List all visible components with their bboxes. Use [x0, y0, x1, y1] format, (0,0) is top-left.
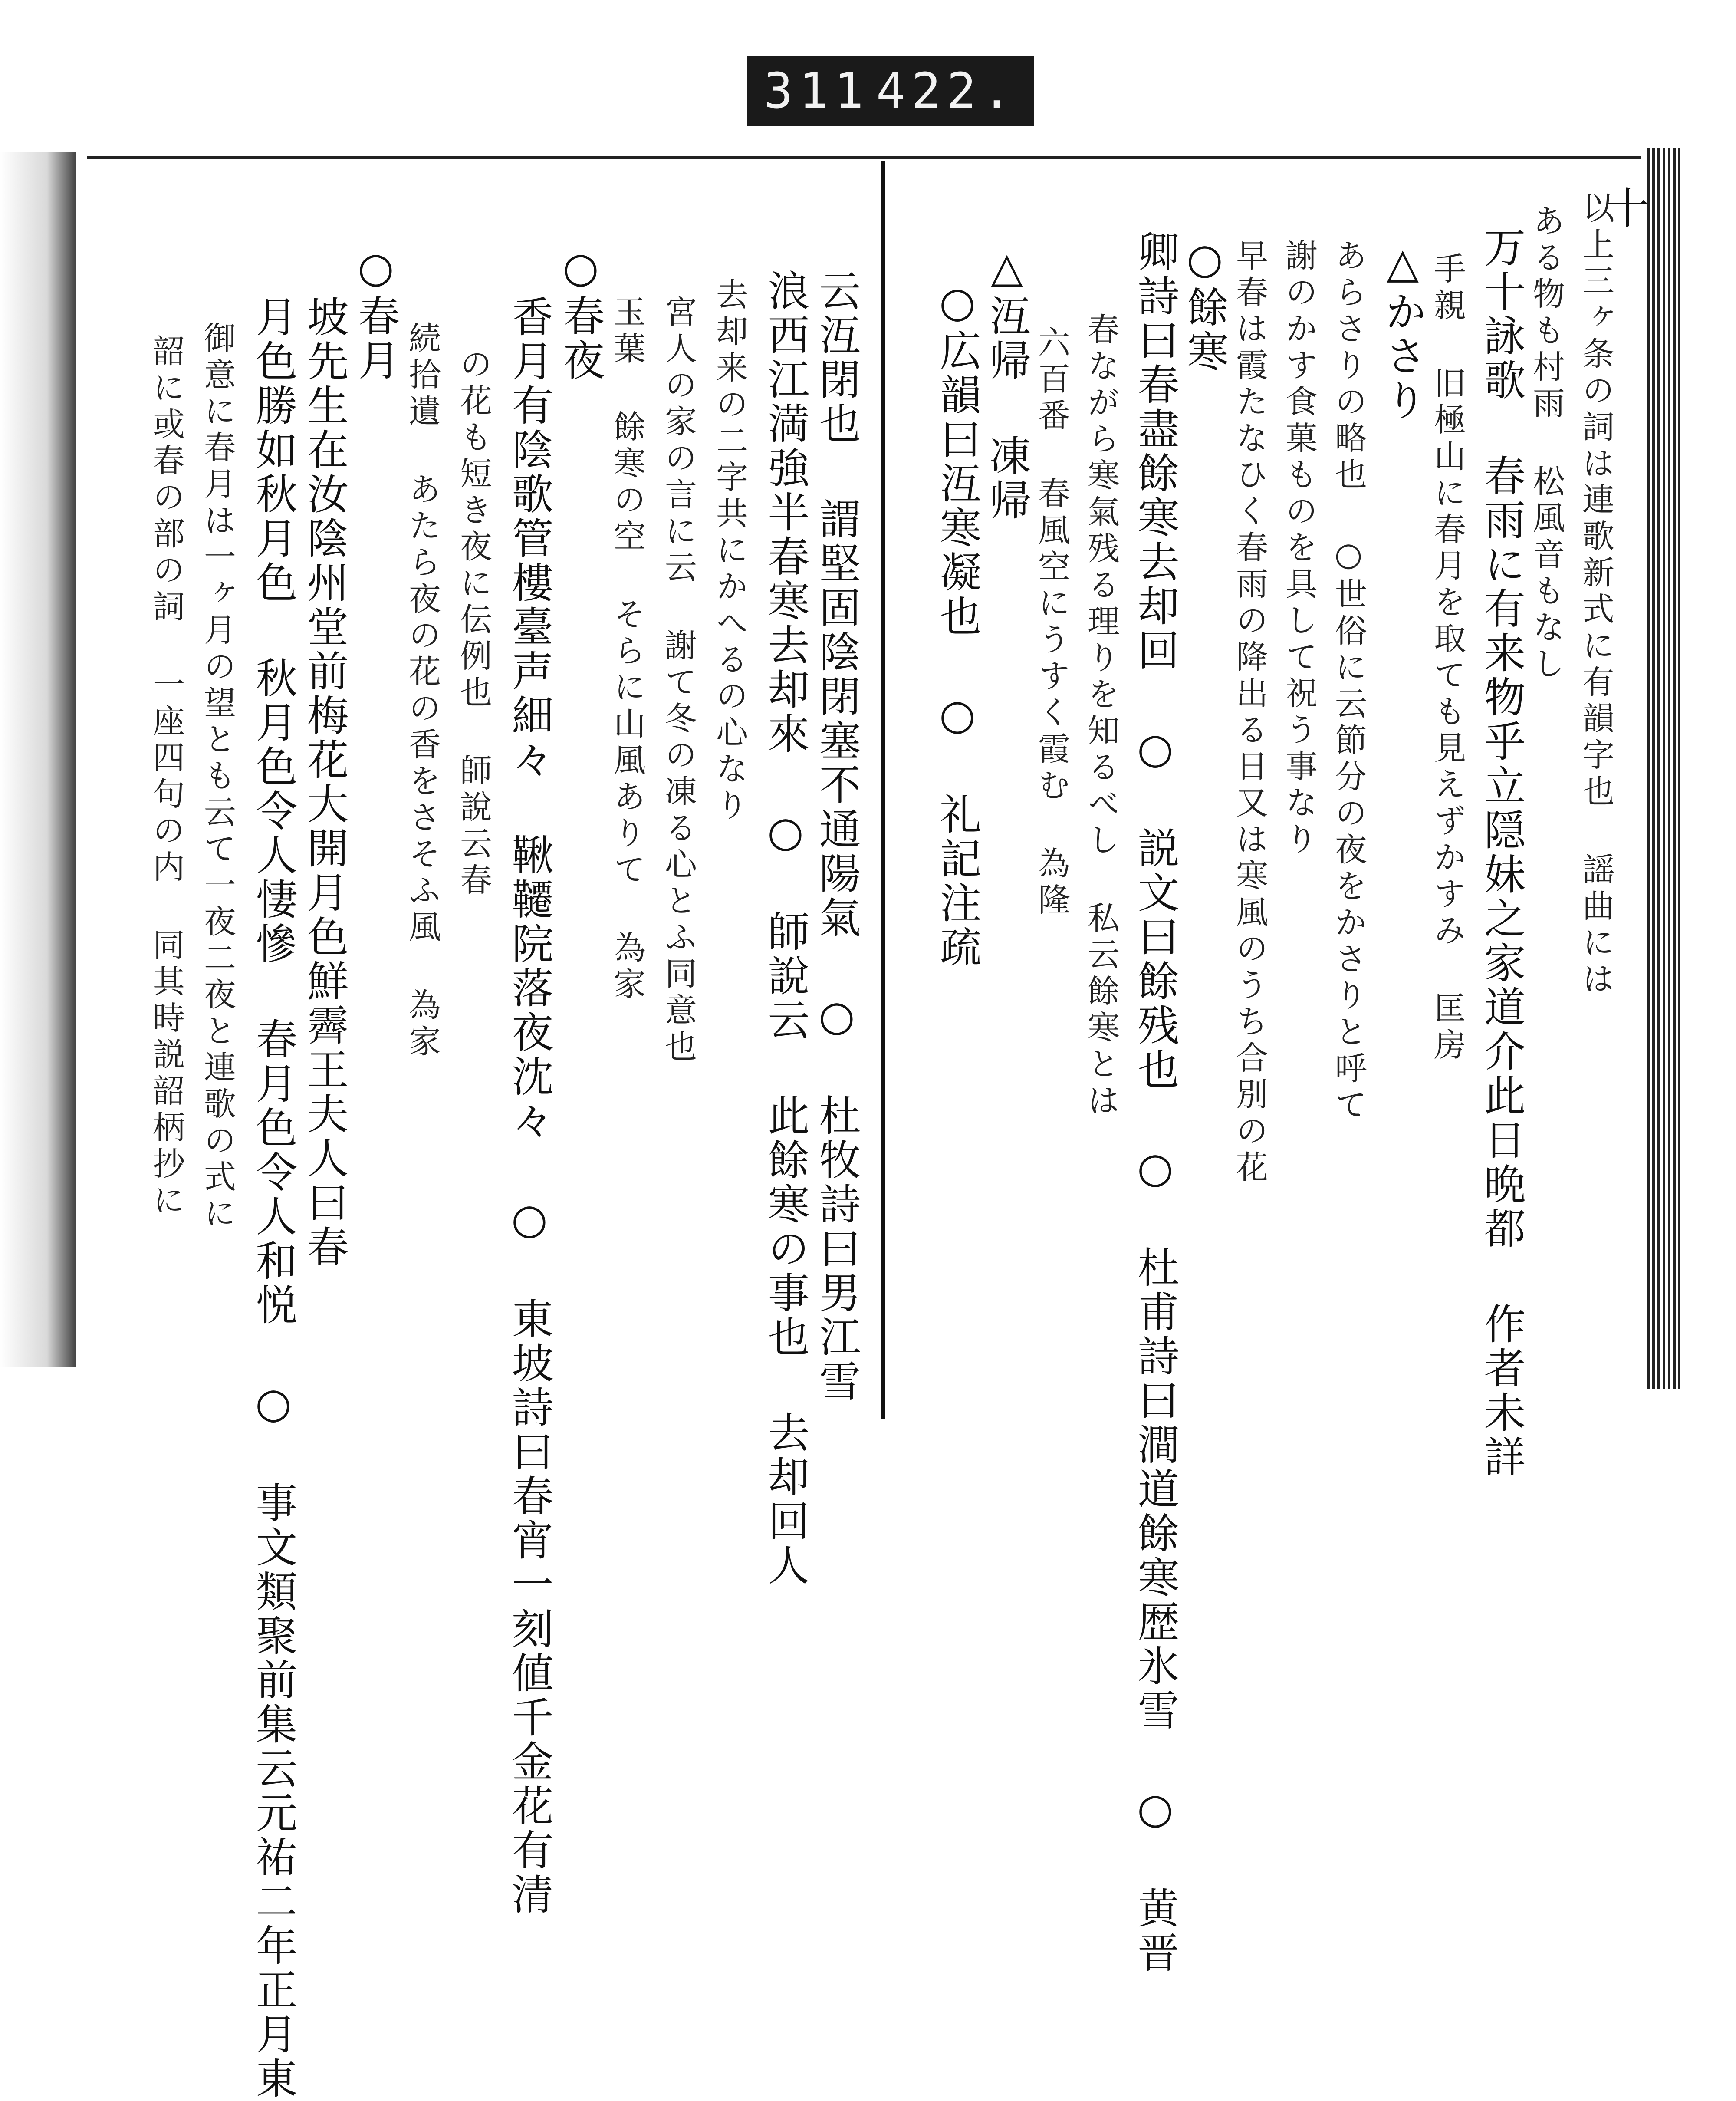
right-page-column: 六百番 春風空にうすく霞む 為隆	[1033, 326, 1070, 919]
right-page-column: 早春は霞たなひく春雨の降出る日又は寒風のうち合別の花	[1231, 239, 1268, 1187]
right-page	[903, 191, 1632, 1975]
catalog-label-left: 311	[763, 63, 870, 119]
page-top-edge	[87, 156, 1641, 159]
left-page-column: 坡先生在汝陰州堂前梅花大開月色鮮霽王夫人曰春	[300, 295, 349, 1269]
catalog-label-right: 422.	[876, 63, 1018, 119]
right-page-column: 卿詩曰春盡餘寒去却回 ○ 説文曰餘残也 ○ 杜甫詩曰澗道餘寒歴氷雪 ○ 黄晋	[1131, 230, 1180, 1975]
left-page-column: の花も短き夜に伝例也 師說云春	[455, 347, 492, 899]
left-page-column: ○春月	[352, 243, 400, 383]
right-page-column: △沍帰 凍帰	[983, 243, 1031, 523]
left-page-column: 宮人の家の言に云 謝て冬の凍る心とふ同意也	[660, 295, 697, 1066]
book-page-edges	[1647, 148, 1680, 1389]
left-page-column: 云沍閉也 謂堅固陰閉塞不通陽氣 ○ 杜牧詩曰男江雪	[812, 269, 861, 1404]
catalog-label	[747, 56, 1034, 126]
right-page-column: 謝のかす食菓ものを具して祝う事なり	[1280, 239, 1318, 859]
folio-number: 十	[1606, 183, 1649, 234]
right-page-column: 万十詠歌 春雨に有来物乎立隠妹之家道介此日晩都 作者未詳	[1477, 226, 1526, 1479]
right-page-column: 手親 旧極山に春月を取ても見えずかすみ 匡房	[1429, 252, 1466, 1064]
left-page-column: 御意に春月は一ヶ月の望とも云て一夜二夜と連歌の式に	[199, 321, 236, 1233]
right-page-column: ○餘寒	[1180, 234, 1229, 374]
right-page-column: ある物も村雨 松風音もなし	[1528, 204, 1565, 683]
left-page-column: 月色勝如秋月色 秋月色令人悽慘 春月色令人和悦 ○ 事文類聚前集云元祐二年正月東	[249, 295, 298, 2101]
left-page	[113, 191, 868, 2101]
left-page-column: 去却来の二字共にかへるの心なり	[711, 278, 748, 825]
right-page-column: △かさり	[1378, 239, 1427, 423]
right-page-column: 春ながら寒氣残る理りを知るべし 私云餘寒とは	[1082, 313, 1120, 1120]
right-page-column: ○広韻曰沍寒凝也 ○ 礼記注疏	[933, 278, 982, 970]
left-page-column: 続拾遺 あたら夜の花の香をさそふ風 為家	[404, 321, 441, 1061]
left-page-column: 香月有陰歌管樓臺声細々 鞦韆院落夜沈々 ○ 東坡詩曰春宵一刻値千金花有清	[505, 295, 554, 1917]
left-page-column: 浪西江満強半春寒去却來 ○ 師說云 此餘寒の事也 去却回人	[761, 269, 810, 1588]
right-page-column: 以上三ヶ条の詞は連歌新式に有韻字也 謡曲には	[1577, 191, 1614, 998]
right-page-column: あらさりの略也 ○世俗に云節分の夜をかさりと呼て	[1330, 239, 1367, 1124]
left-page-column: 玉葉 餘寒の空 そらに山風ありて 為家	[608, 295, 646, 1004]
left-page-column: 韶に或春の部の詞 一座四句の内 同其時説韶柄抄に	[148, 334, 185, 1220]
book-spine	[881, 161, 885, 1419]
left-page-column: ○春夜	[556, 243, 605, 383]
